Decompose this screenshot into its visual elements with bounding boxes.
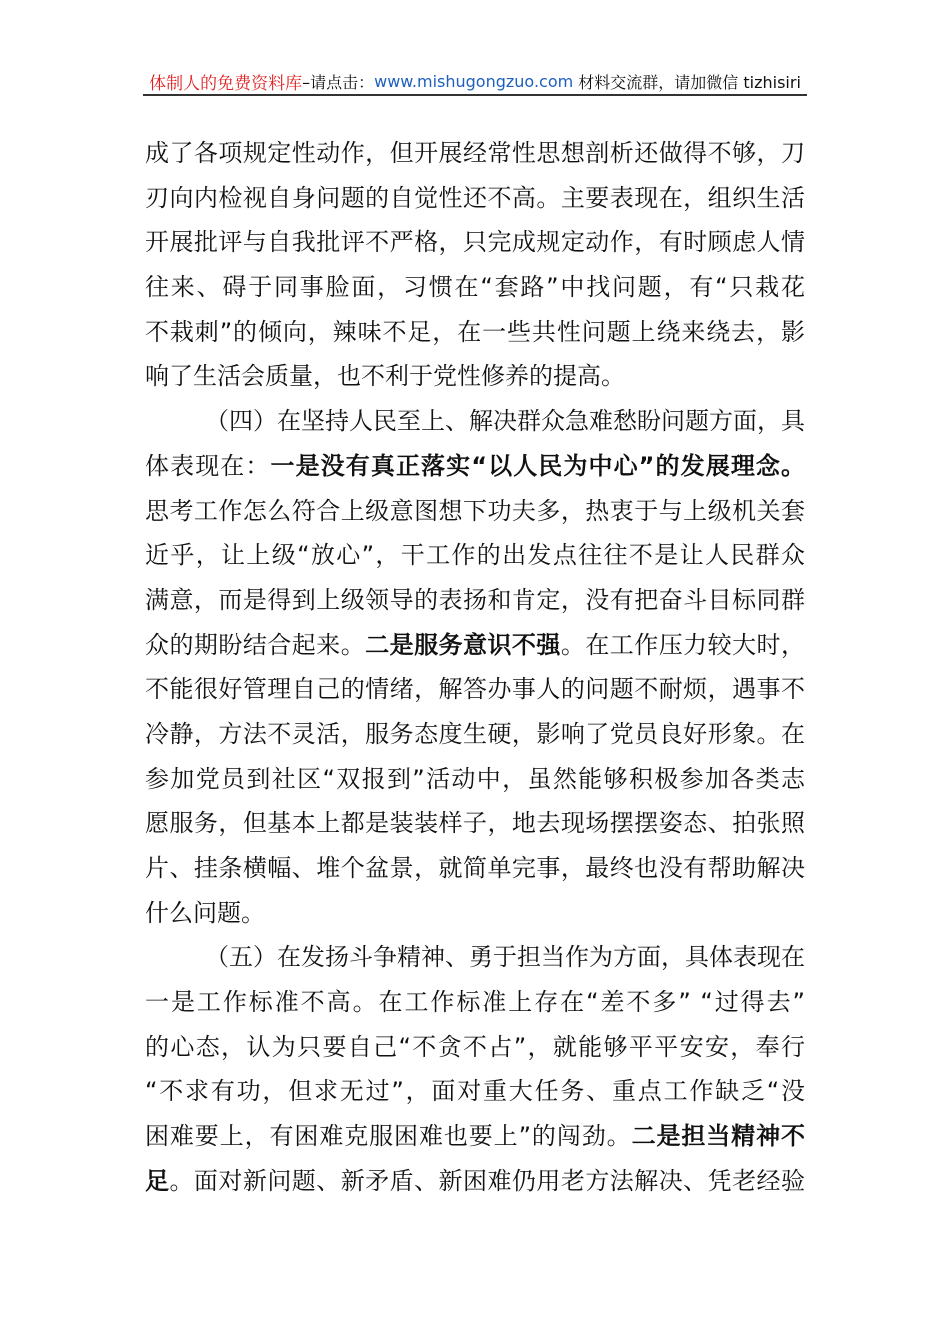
text-line — [145, 176, 805, 221]
text-segment: “不求有功，但求无过”，面对重大任务、重点工作缺乏“没 — [145, 1077, 805, 1106]
text-line — [145, 623, 805, 668]
text-line — [145, 712, 805, 757]
text-segment: 体表现在： — [145, 451, 271, 480]
text-line — [145, 220, 805, 265]
text-line — [145, 265, 805, 310]
site-url-link[interactable]: www.mishugongzuo.com — [374, 71, 574, 91]
text-line — [145, 667, 805, 712]
text-segment: 满意，而是得到上级领导的表扬和肯定，没有把奋斗目标同群 — [145, 585, 805, 614]
text-segment: （五）在发扬斗争精神、勇于担当作为方面，具体表现在 — [205, 943, 805, 972]
text-segment: 成了各项规定性动作，但开展经常性思想剖析还做得不够，刀 — [145, 139, 805, 167]
text-line — [145, 1114, 805, 1159]
text-line — [145, 980, 805, 1025]
page-header — [145, 68, 805, 94]
text-line — [145, 444, 805, 489]
wechat-note: 材料交流群，请加微信 tizhisiri — [573, 72, 801, 92]
document-body — [145, 131, 805, 1204]
bold-text-segment: 一是没有真正落实“以人民为中心”的发展理念。 — [270, 451, 806, 480]
text-line — [145, 533, 805, 578]
text-line — [145, 801, 805, 846]
bold-text-segment: 二是服务意识不强 — [365, 630, 561, 659]
bold-text-segment: 足 — [145, 1166, 170, 1195]
text-line — [145, 757, 805, 802]
click-prompt: –请点击： — [302, 72, 375, 92]
text-line — [145, 1069, 805, 1114]
text-segment: 刃向内检视自身问题的自觉性还不高。主要表现在，组织生活 — [145, 183, 805, 212]
text-line — [145, 489, 805, 534]
text-segment: 。面对新问题、新矛盾、新困难仍用老方法解决、凭老经验 — [169, 1166, 806, 1195]
text-segment: 冷静，方法不灵活，服务态度生硬，影响了党员良好形象。在 — [145, 719, 805, 748]
bold-text-segment: 二是担当精神不 — [631, 1122, 805, 1151]
text-segment: 往来、碍于同事脸面，习惯在“套路”中找问题，有“只栽花 — [145, 273, 805, 302]
text-segment: 近乎，让上级“放心”，干工作的出发点往往不是让人民群众 — [145, 541, 805, 570]
text-segment: 。在工作压力较大时， — [560, 630, 806, 659]
text-segment: 一是工作标准不高。在工作标准上存在“差不多” “过得去” — [145, 988, 805, 1017]
text-segment: 开展批评与自我批评不严格，只完成规定动作，有时顾虑人情 — [145, 228, 805, 257]
text-line — [145, 1159, 805, 1204]
text-segment: 响了生活会质量，也不利于党性修养的提高。 — [145, 362, 625, 391]
text-line — [145, 891, 805, 936]
text-segment: 不栽刺”的倾向，辣味不足，在一些共性问题上绕来绕去，影 — [145, 317, 805, 346]
text-segment: 什么问题。 — [145, 898, 265, 927]
text-segment: 思考工作怎么符合上级意图想下功夫多，热衷于与上级机关套 — [145, 496, 805, 525]
text-segment: 参加党员到社区“双报到”活动中，虽然能够积极参加各类志 — [145, 764, 805, 793]
text-segment: 困难要上，有困难克服困难也要上”的闯劲。 — [145, 1122, 632, 1151]
text-segment: 的心态，认为只要自己“不贪不占”，就能够平平安安，奉行 — [145, 1032, 805, 1061]
text-line — [145, 1025, 805, 1070]
site-name: 体制人的免费资料库 — [149, 73, 303, 94]
text-segment: 愿服务，但基本上都是装装样子，地去现场摆摆姿态、拍张照 — [145, 809, 805, 838]
text-line — [145, 846, 805, 891]
text-segment: 片、挂条横幅、堆个盆景，就简单完事，最终也没有帮助解决 — [145, 854, 805, 882]
text-segment: （四）在坚持人民至上、解决群众急难愁盼问题方面，具 — [205, 407, 805, 436]
text-segment: 不能很好管理自己的情绪，解答办事人的问题不耐烦，遇事不 — [145, 675, 805, 704]
text-line — [145, 399, 805, 444]
text-segment: 众的期盼结合起来。 — [145, 630, 366, 659]
text-line — [145, 578, 805, 623]
header-divider — [143, 94, 807, 96]
text-line — [145, 131, 805, 176]
text-line — [145, 310, 805, 355]
text-line — [145, 354, 805, 399]
text-line — [145, 935, 805, 980]
